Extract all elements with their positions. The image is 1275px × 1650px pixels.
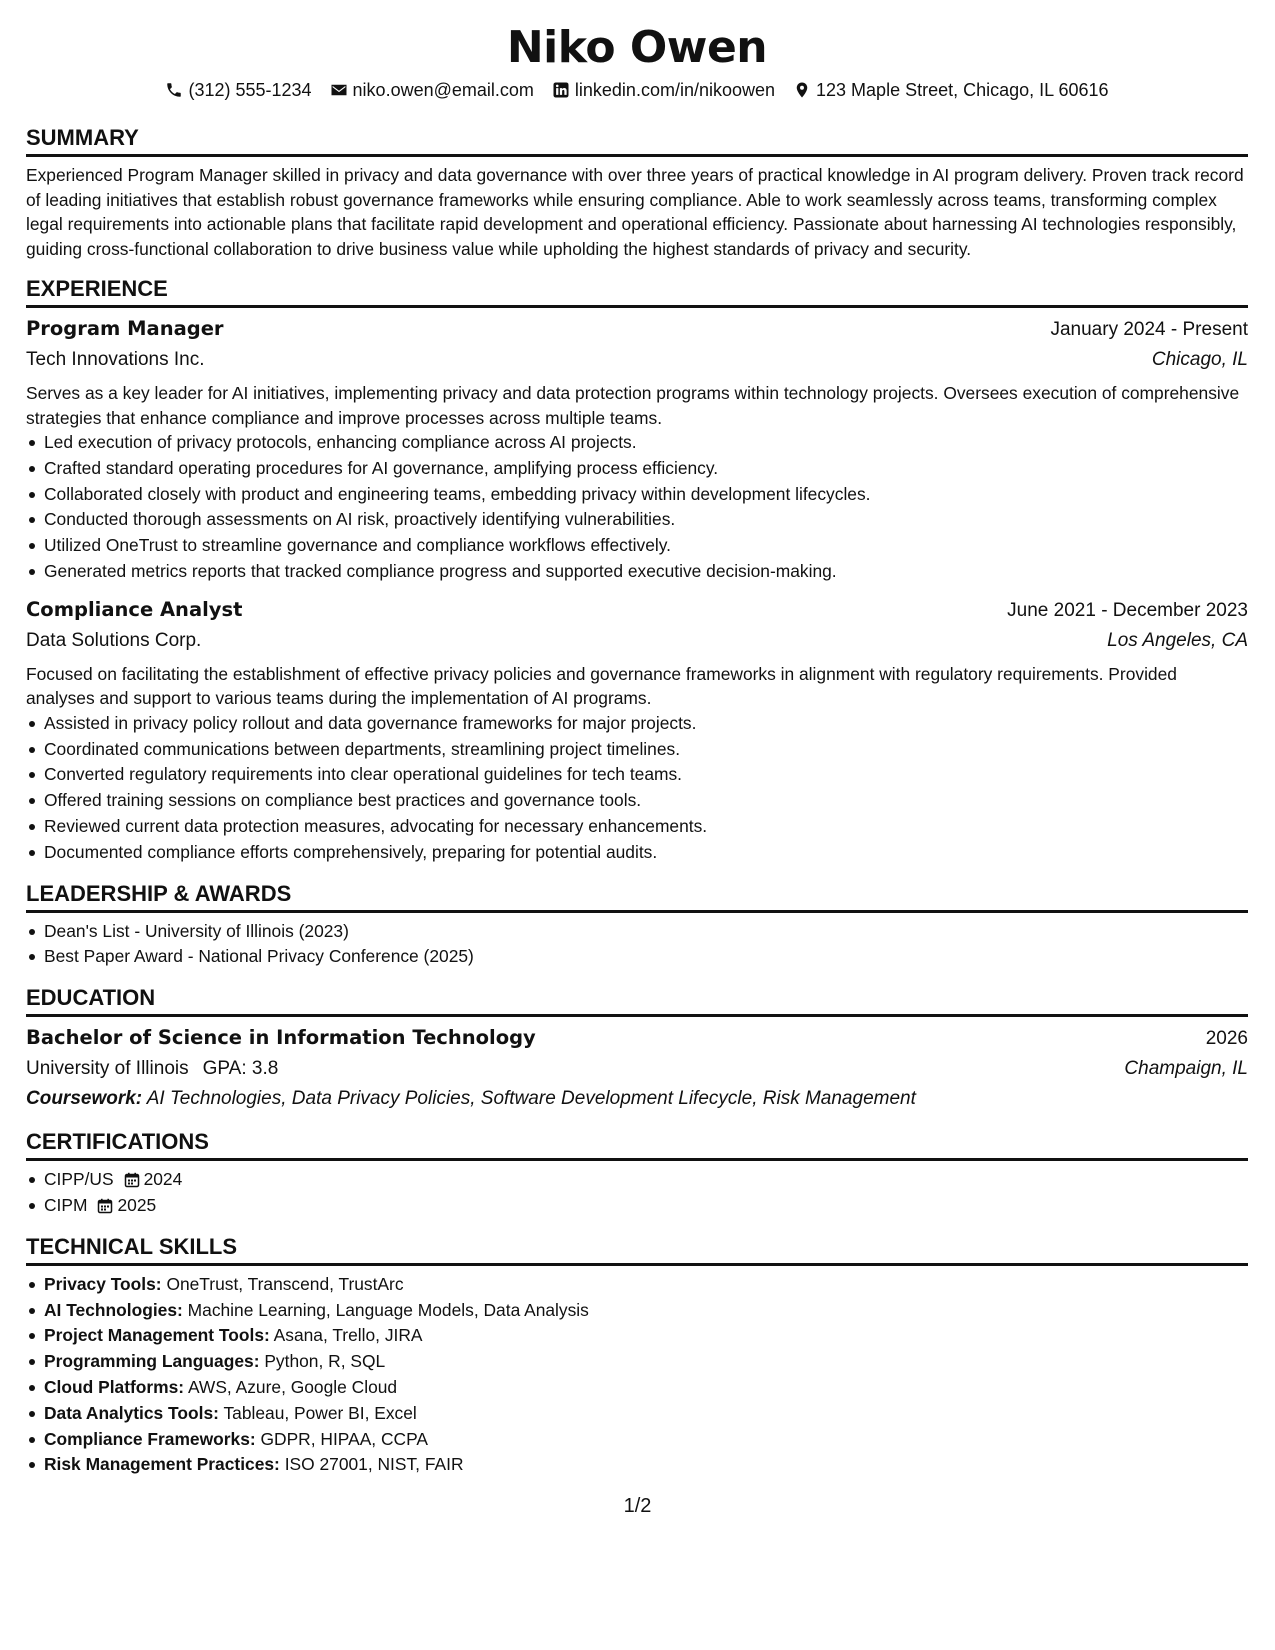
summary-text: Experienced Program Manager skilled in privacy and data governance with over three years of practical knowledge in AI program delivery. Proven track record of leading initiatives that establish robust governance frameworks while ensuring compliance. Able to work seamlessly across teams, transforming complex legal requirements into actionable plans that facilitate rapid development and operational efficiency. Passionate about harnessing AI technologies responsibly, guiding cross-functional collaboration to drive business value while upholding the highest standards of privacy and security. xyxy=(26,165,1244,259)
skill-value: AWS, Azure, Google Cloud xyxy=(187,1376,398,1397)
job-header-row xyxy=(26,314,1248,345)
list-item: Collaborated closely with product and engineering teams, embedding privacy within development lifecycles. xyxy=(44,482,1248,508)
cert-name: CIPM xyxy=(44,1194,88,1215)
address-text: 123 Maple Street, Chicago, IL 60616 xyxy=(816,80,1109,100)
skills-list xyxy=(26,1272,1248,1478)
certifications-section xyxy=(26,1128,1248,1219)
job-company-row xyxy=(26,345,1248,375)
contact-email[interactable] xyxy=(330,78,534,102)
skill-value: GDPR, HIPAA, CCPA xyxy=(260,1428,428,1449)
list-item xyxy=(44,1375,1248,1401)
section-title-experience: EXPERIENCE xyxy=(26,275,1248,308)
education-degree-row xyxy=(26,1023,1248,1054)
job-bullets xyxy=(26,430,1248,585)
envelope-icon xyxy=(330,81,348,99)
list-item: Generated metrics reports that tracked compliance progress and supported executive decision-making. xyxy=(44,559,1248,585)
list-item xyxy=(44,1298,1248,1324)
skill-label: Programming Languages: xyxy=(44,1351,260,1372)
list-item: Converted regulatory requirements into clear operational guidelines for tech teams. xyxy=(44,762,1248,788)
phone-text: (312) 555-1234 xyxy=(188,80,312,100)
skill-label: Data Analytics Tools: xyxy=(44,1402,219,1423)
skill-value: Machine Learning, Language Models, Data Analysis xyxy=(187,1299,589,1320)
email-text[interactable]: niko.owen@email.com xyxy=(352,80,534,100)
job-role: Program Manager xyxy=(26,317,224,340)
skill-value: Asana, Trello, JIRA xyxy=(273,1325,423,1346)
education-coursework xyxy=(26,1084,1248,1114)
contact-linkedin[interactable] xyxy=(552,78,775,102)
cert-date xyxy=(124,1167,183,1193)
list-item: Assisted in privacy policy rollout and data governance frameworks for major projects. xyxy=(44,711,1248,737)
job-entry xyxy=(26,595,1248,866)
job-company: Tech Innovations Inc. xyxy=(26,349,205,370)
list-item xyxy=(44,1193,1248,1219)
list-item: Utilized OneTrust to streamline governance and compliance workflows effectively. xyxy=(44,533,1248,559)
job-bullets xyxy=(26,711,1248,866)
linkedin-icon xyxy=(552,81,570,99)
education-year: 2026 xyxy=(1205,1028,1248,1050)
skill-label: Risk Management Practices: xyxy=(44,1454,280,1475)
linkedin-text[interactable]: linkedin.com/in/nikoowen xyxy=(574,80,776,100)
job-description: Focused on facilitating the establishment of effective privacy policies and governance frameworks in alignment with regulatory requirements. Provided analyses and support to various teams during the implementation of AI programs. xyxy=(26,663,1177,709)
cert-name: CIPP/US xyxy=(44,1169,114,1190)
contact-bar xyxy=(26,78,1248,102)
job-company: Data Solutions Corp. xyxy=(26,629,202,651)
job-entry xyxy=(26,314,1248,585)
coursework-text: AI Technologies, Data Privacy Policies, Software Development Lifecycle, Risk Management xyxy=(146,1088,916,1110)
skill-label: Cloud Platforms: xyxy=(44,1376,185,1397)
job-header-row xyxy=(26,595,1248,626)
cert-year: 2025 xyxy=(117,1194,157,1215)
calendar-icon xyxy=(97,1198,113,1214)
job-description: Serves as a key leader for AI initiatives, implementing privacy and data protection programs within technology projects. Oversees execution of comprehensive strategies that enhance compliance and improve processes across multiple teams. xyxy=(26,383,1240,428)
list-item xyxy=(44,1167,1248,1193)
job-company-row xyxy=(26,626,1248,656)
candidate-name: Niko Owen xyxy=(506,22,768,73)
education-location: Champaign, IL xyxy=(1124,1058,1248,1080)
section-title-education: EDUCATION xyxy=(26,984,1248,1017)
summary-section xyxy=(26,124,1248,261)
list-item: Offered training sessions on compliance best practices and governance tools. xyxy=(44,788,1248,814)
page-number: 1/2 xyxy=(623,1495,652,1517)
experience-section xyxy=(26,275,1248,866)
contact-phone xyxy=(165,78,311,102)
list-item xyxy=(44,1349,1248,1375)
education-section xyxy=(26,984,1248,1114)
list-item: Led execution of privacy protocols, enhancing compliance across AI projects. xyxy=(44,430,1248,456)
cert-date xyxy=(97,1193,156,1219)
cert-entry xyxy=(44,1193,1248,1219)
section-title-certifications: CERTIFICATIONS xyxy=(26,1128,1248,1161)
skill-label: AI Technologies: xyxy=(44,1299,183,1320)
skill-label: Project Management Tools: xyxy=(44,1325,270,1346)
coursework-label: Coursework: xyxy=(26,1088,143,1110)
contact-address xyxy=(793,78,1109,102)
section-title-skills: TECHNICAL SKILLS xyxy=(26,1233,1248,1266)
list-item: Conducted thorough assessments on AI risk, proactively identifying vulnerabilities. xyxy=(44,507,1248,533)
skill-label: Compliance Frameworks: xyxy=(44,1428,256,1449)
section-title-summary: SUMMARY xyxy=(26,124,1248,157)
skill-value: OneTrust, Transcend, TrustArc xyxy=(166,1273,404,1294)
phone-icon xyxy=(165,81,183,99)
resume-page xyxy=(26,20,1248,1478)
education-degree: Bachelor of Science in Information Technology xyxy=(26,1026,536,1050)
skill-value: Tableau, Power BI, Excel xyxy=(223,1402,417,1423)
list-item xyxy=(44,1272,1248,1298)
list-item: Reviewed current data protection measures, advocating for necessary enhancements. xyxy=(44,814,1248,840)
list-item xyxy=(44,1452,1248,1478)
list-item: Documented compliance efforts comprehensively, preparing for potential audits. xyxy=(44,840,1248,866)
section-title-leadership: LEADERSHIP & AWARDS xyxy=(26,880,1248,913)
education-school-row xyxy=(26,1054,1248,1084)
job-dates: January 2024 - Present xyxy=(1050,319,1248,340)
leadership-list xyxy=(26,919,1248,971)
skill-value: Python, R, SQL xyxy=(264,1351,386,1372)
education-school: University of Illinois xyxy=(26,1058,189,1080)
skills-section xyxy=(26,1233,1248,1478)
job-location: Chicago, IL xyxy=(1151,349,1248,370)
job-dates: June 2021 - December 2023 xyxy=(1007,599,1248,621)
job-location: Los Angeles, CA xyxy=(1107,629,1248,651)
education-school-wrap xyxy=(26,1054,278,1084)
list-item xyxy=(44,1401,1248,1427)
job-role: Compliance Analyst xyxy=(26,597,243,621)
list-item: Crafted standard operating procedures for AI governance, amplifying process efficiency. xyxy=(44,456,1248,482)
map-pin-icon xyxy=(793,81,811,99)
cert-year: 2024 xyxy=(143,1169,183,1190)
certifications-list xyxy=(26,1167,1248,1219)
skill-label: Privacy Tools: xyxy=(44,1273,162,1294)
leadership-section xyxy=(26,880,1248,971)
cert-entry xyxy=(44,1167,1248,1193)
list-item: Dean's List - University of Illinois (2023) xyxy=(44,919,1248,945)
list-item: Coordinated communications between departments, streamlining project timelines. xyxy=(44,737,1248,763)
list-item xyxy=(44,1427,1248,1453)
calendar-icon xyxy=(124,1172,140,1188)
list-item: Best Paper Award - National Privacy Conference (2025) xyxy=(44,944,1248,970)
list-item xyxy=(44,1323,1248,1349)
education-gpa: GPA: 3.8 xyxy=(202,1058,279,1080)
skill-value: ISO 27001, NIST, FAIR xyxy=(284,1454,464,1475)
